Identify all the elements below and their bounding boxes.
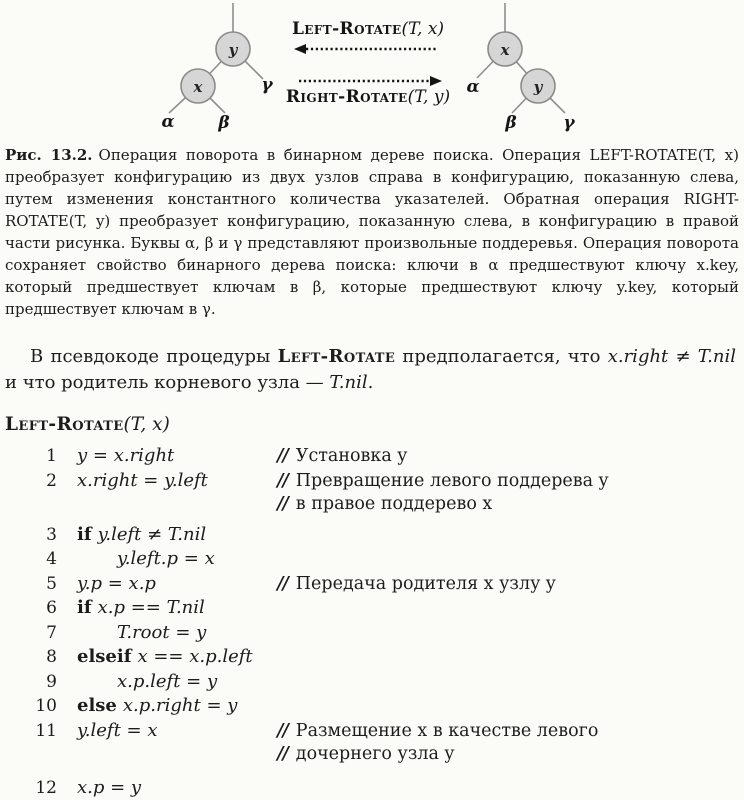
figure-caption-text: Операция поворота в бинарном дереве поиска. Операция LEFT-ROTATE(T, x) преобразует конфигурацию из двух узлов справа в конфигурацию, показанную слева, путем изменения константного количества указателей. Обратная операция RIGHT-ROTATE(T, y) преобразует конфигурацию, показанную слева, в конфигурацию в правой части рисунка. Буквы α, β и γ представляют произвольные поддеревья. Операция поворота сохраняет свойство бинарного дерева поиска: ключи в α предшествуют ключу x.key, который предшествует ключам в β, которые предшествуют ключу y.key, который предшествует ключам в γ. [5,146,739,318]
pseudocode-lines [5,444,744,800]
figure-caption-number: Рис. 13.2. [5,146,93,164]
math-expression: x.right ≠ T.nil [608,346,736,367]
left-rotate-args: (T, x) [402,19,445,39]
figure-13-2 [0,0,744,138]
node-label-y: y [228,41,239,59]
subtree-alpha-label: α [161,112,174,132]
line-number: 4 [5,548,57,572]
comment-text: Установка y [296,446,407,466]
line-number: 10 [5,695,57,719]
code-line-2-comment-cont [5,493,744,517]
keyword: elseif [77,646,131,667]
comment-marker: // [277,744,288,764]
comment-text: дочернего узла y [296,744,455,764]
keyword: if [77,524,92,545]
figure-caption [5,144,739,320]
pseudocode-header [5,414,744,435]
comment-marker: // [277,471,288,491]
statement-text: x.right = y.left [77,470,208,491]
subtree-gamma-label: γ [261,75,273,95]
rotation-diagram [0,0,744,138]
math-expression: T.nil [329,372,367,393]
left-rotate-name: Left-Rotate [292,19,402,39]
code-line-1 [5,444,744,469]
code-statement [77,444,277,468]
code-line-12 [5,776,744,800]
line-number: 7 [5,622,57,646]
code-statement [77,621,277,645]
comment-marker: // [277,721,288,741]
line-number: 12 [5,777,57,800]
line-number: 6 [5,597,57,621]
code-comment [277,445,407,469]
subtree-gamma-label: γ [563,113,575,133]
comment-marker: // [277,494,288,514]
procedure-name: Left-Rotate [5,414,124,435]
line-number: 8 [5,646,57,670]
paragraph-text: и что родитель корневого узла — [5,372,329,393]
code-statement [77,670,277,694]
left-arrowhead-icon [294,44,306,54]
comment-text: в правое поддерево x [296,494,493,514]
node-label-x: x [500,41,511,59]
line-number: 9 [5,671,57,695]
code-line-9 [5,670,744,695]
code-comment [277,470,609,494]
subtree-alpha-label: α [466,77,479,97]
code-statement [77,469,277,493]
line-number: 1 [5,445,57,469]
rotation-arrows [286,19,450,107]
subtree-beta-label: β [217,113,229,133]
code-line-2 [5,469,744,494]
statement-text: y.left = x [77,720,157,741]
body-paragraph [5,344,736,396]
code-line-10 [5,694,744,719]
comment-marker: // [277,574,288,594]
right-arrowhead-icon [430,76,442,86]
subtree-beta-label: β [504,113,516,133]
code-statement [77,523,277,547]
code-line-11 [5,719,744,744]
node-label-x: x [193,78,204,96]
statement-text: y.left ≠ T.nil [98,524,207,545]
code-statement [77,645,277,669]
code-comment [277,720,598,744]
comment-marker: // [277,446,288,466]
comment-text: Размещение x в качестве левого [296,721,599,741]
line-number: 11 [5,720,57,744]
statement-text: y = x.right [77,445,174,466]
comment-text: Передача родителя x узлу y [296,574,556,594]
statement-text: y.left.p = x [117,548,215,569]
code-line-5 [5,572,744,597]
node-label-y: y [533,78,544,96]
code-comment [277,743,454,767]
tree-right [466,3,575,133]
code-statement [77,572,277,596]
code-statement [77,776,277,800]
code-statement [77,694,277,718]
procedure-name-inline: Left-Rotate [278,346,396,367]
code-statement [77,547,277,571]
keyword: if [77,597,92,618]
statement-text: x.p.left = y [117,671,217,692]
keyword: else [77,695,117,716]
line-number: 3 [5,524,57,548]
statement-text: x.p == T.nil [98,597,205,618]
line-number: 5 [5,573,57,597]
paragraph-text: В псевдокоде процедуры [30,346,278,367]
code-line-3 [5,523,744,548]
statement-text: x.p.right = y [123,695,238,716]
code-line-4 [5,547,744,572]
paragraph-text: предполагается, что [395,346,608,367]
comment-text: Превращение левого поддерева y [296,471,609,491]
tree-left [161,3,273,133]
code-line-8 [5,645,744,670]
right-rotate-label [286,87,450,107]
code-line-7 [5,621,744,646]
code-line-6 [5,596,744,621]
statement-text: y.p = x.p [77,573,156,594]
code-line-11-comment-cont [5,743,744,767]
pseudocode-block [5,414,744,800]
line-number: 2 [5,470,57,494]
code-comment [277,493,492,517]
statement-text: T.root = y [117,622,206,643]
right-rotate-args: (T, y) [408,87,451,107]
paragraph-text: . [368,372,374,393]
procedure-args: (T, x) [124,414,170,435]
code-statement [77,596,277,620]
right-rotate-name: Right-Rotate [286,87,408,107]
code-comment [277,573,556,597]
left-rotate-label [292,19,444,39]
statement-text: x == x.p.left [137,646,252,667]
statement-text: x.p = y [77,777,141,798]
code-statement [77,719,277,743]
